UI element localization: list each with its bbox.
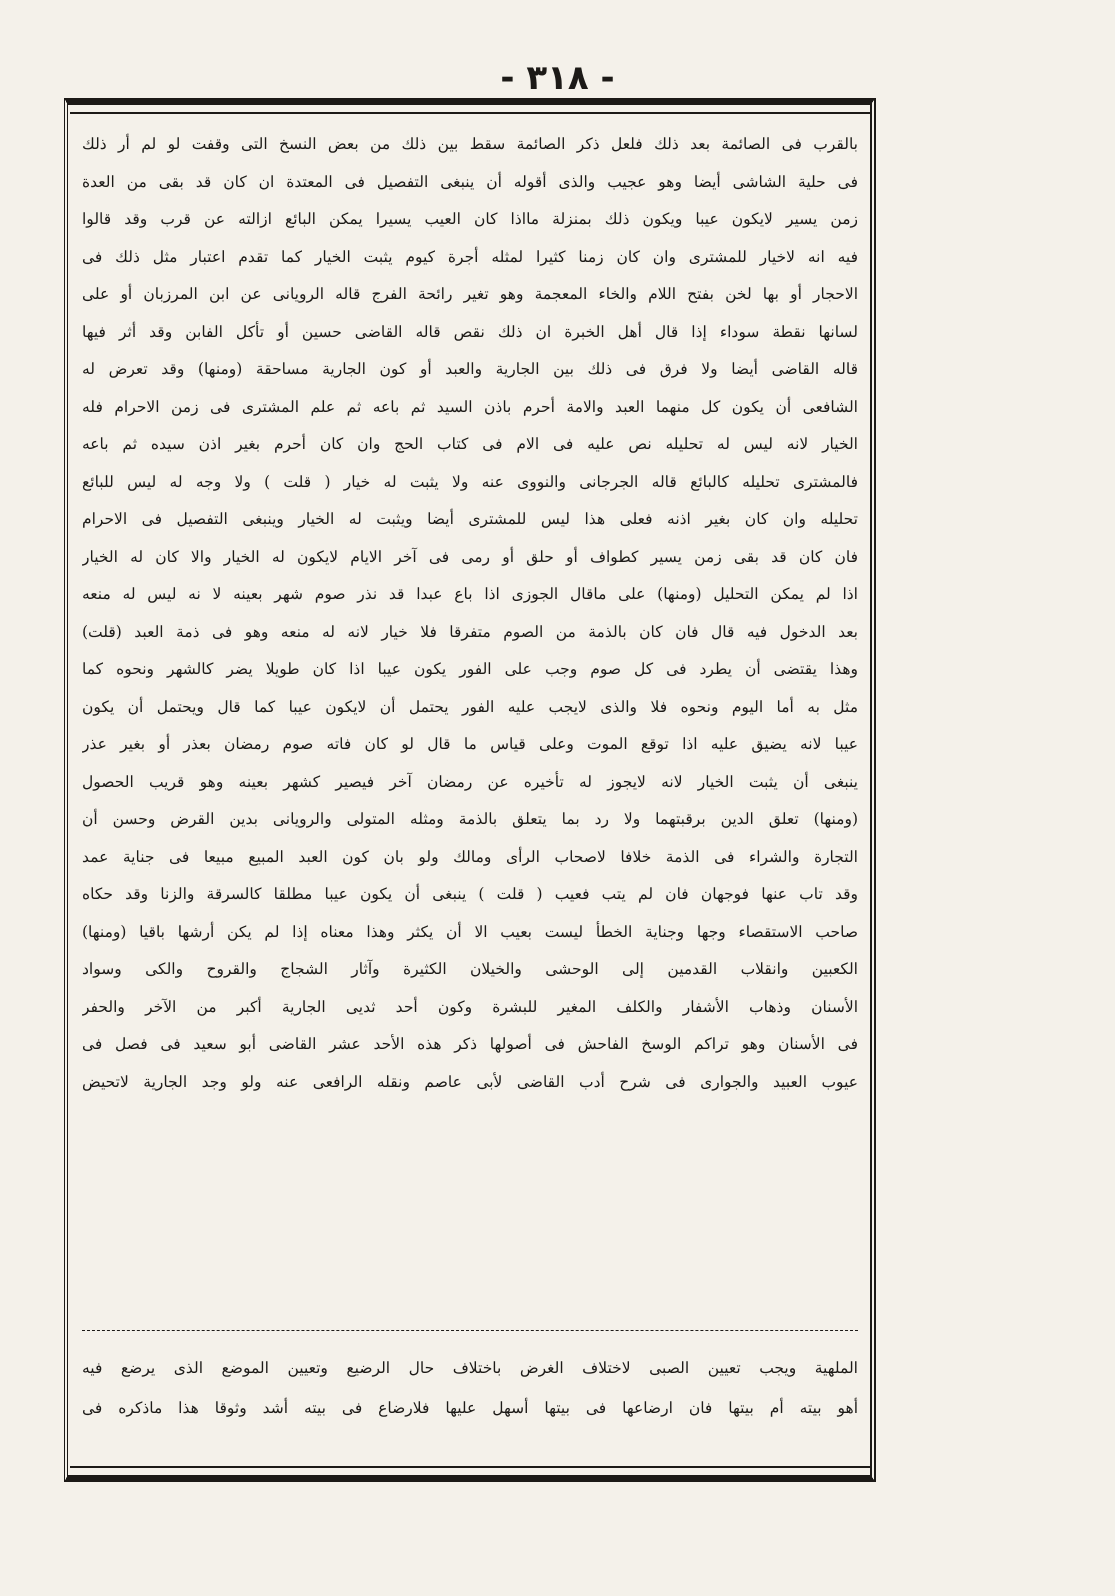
text-line: فان كان قد بقى زمن يسير كطواف أو حلق أو رمى فى آخر الايام لايكون له الخيار والا كان له الخيار [82,547,858,566]
text-line: وهذا يقتضى أن يطرد فى كل صوم وجب على الفور يكون عيبا اذا كان طويلا يضر كالشهر ونحوه كما [82,660,858,678]
text-line: الاحجار أو بها لخن بفتح اللام والخاء المعجمة وهو تغير رائحة الفرج قاله الرويانى عن ابن المرزبان أو على [82,285,858,303]
text-line: زمن يسير لايكون عيبا ويكون ذلك بمنزلة مااذا كان العيب يسيرا يمكن البائع ازالته عن قرب وقد قالوا [82,210,858,228]
text-line: فى حلية الشاشى أيضا وهو عجيب والذى أقوله أن ينبغى التفصيل فى المعتدة ان كان قد بقى من العدة [82,172,858,191]
footnote-line: أهو بيته أم بيتها فان ارضاعها فى بيتها أسهل عليها فلارضاع فى بيته أشد وثوقا هذا ماذكره فى [82,1399,858,1417]
text-line: قاله القاضى أيضا ولا فرق فى ذلك بين الجارية والعبد أو كون الجارية مساحقة (ومنها) وقد تعرض له [82,360,858,378]
text-line: بعد الدخول فيه قال فان كان بالذمة من الصوم متفرقا فلا خيار لانه له منعه وهو فى ذمة العبد (قلت) [82,622,858,641]
text-line: عيبا لانه يضيق عليه اذا توقع الموت وعلى قياس ما قال لو كان فاته صوم رمضان بعذر أو بغير عذر [82,735,858,753]
text-line: الشافعى أن يكون كل منهما العبد والامة أحرم باذن السيد ثم باعه ثم علم المشترى فى زمن الاحرام فله [82,397,858,416]
text-line: فيه انه لاخيار للمشترى وان كان زمنا كثيرا لمثله أجرة كيوم يثبت الخيار كما تقدم اعتبار مثل ذلك فى [82,247,858,266]
footnote-divider [82,1330,858,1331]
main-text-block [82,126,858,1101]
text-line: مثل به أما اليوم ونحوه فلا والذى لايجب عليه الفور يحتمل أن لايكون عيبا كما قال ويحتمل أن يكون [82,697,858,716]
text-line: (ومنها) تعلق الدين برقبتهما ولا رد بما يتعلق بالذمة ومثله المتولى والرويانى بدين القرض وحسن أن [82,810,858,828]
bottom-rule [70,1466,870,1468]
text-line: لسانها نقطة سوداء إذا قال أهل الخبرة ان ذلك نقص قاله القاضى حسين أو تأكل الفابن وقد أثر فيها [82,322,858,341]
footnote-line: الملهية ويجب تعيين الصبى لاختلاف الغرض باختلاف حال الرضيع وتعيين الموضع الذى يرضع فيه [82,1359,858,1377]
text-line: وقد تاب عنها فوجهان فان لم يتب فعيب ( قلت ) ينبغى أن يكون عيبا مطلقا كالسرقة والزنا وقد حكاه [82,885,858,903]
page-number: - ٣١٨ - [500,58,615,98]
text-line: تحليله وان كان بغير اذنه فعلى هذا ليس للمشترى أيضا ويثبت له الخيار وينبغى التفصيل فى الاحرام [82,510,858,528]
text-line: فالمشترى تحليله كالبائع قاله الجرجانى والنووى عنه ولا يثبت له خيار ( قلت ) ولا وجه له ليس للبائع [82,472,858,491]
text-line: الأسنان وذهاب الأشفار والكلف المغير للبشرة وكون أحد ثديى الجارية أكبر من الآخر والحفر [82,997,858,1016]
footnote-block [82,1348,858,1428]
text-line: التجارة والشراء فى الذمة خلافا لاصحاب الرأى ومالك ولو بان كون العبد المبيع مبيعا فى جناية عمد [82,847,858,866]
text-line: فى الأسنان وهو تراكم الوسخ الفاحش فى أصولها ذكر هذه الأحد عشر القاضى أبو سعيد فى فصل فى [82,1035,858,1053]
text-line: اذا لم يمكن التحليل (ومنها) على ماقال الجوزى اذا باع عبدا قد نذر صوم شهر بعينه لا نه ليس له منعه [82,585,858,603]
top-rule [70,112,870,114]
text-line: بالقرب فى الصائمة بعد ذلك فلعل ذكر الصائمة سقط بين ذلك من بعض النسخ التى وقفت لو لم أر ذلك [82,135,858,153]
text-line: الخيار لانه ليس له تحليله نص عليه فى الام فى كتاب الحج وان كان أحرم بغير اذن سيده ثم باعه [82,435,858,453]
text-line: عيوب العبيد والجوارى فى شرح أدب القاضى لأبى عاصم ونقله الرافعى عنه ولو وجد الجارية لاتحيض [82,1072,858,1091]
text-line: صاحب الاستقصاء وجها وجناية الخطأ ليست بعيب الا أن يكثر وهذا معناه إذا لم يكن أرشها باقيا (ومنها) [82,922,858,941]
text-line: الكعبين وانقلاب القدمين إلى الوحشى والخيلان الكثيرة وآثار الشجاج والقروح والكى وسواد [82,960,858,978]
text-line: ينبغى أن يثبت الخيار لانه لايجوز له تأخيره عن رمضان آخر فيصير كشهر بعينه وهو قريب الحصول [82,772,858,791]
